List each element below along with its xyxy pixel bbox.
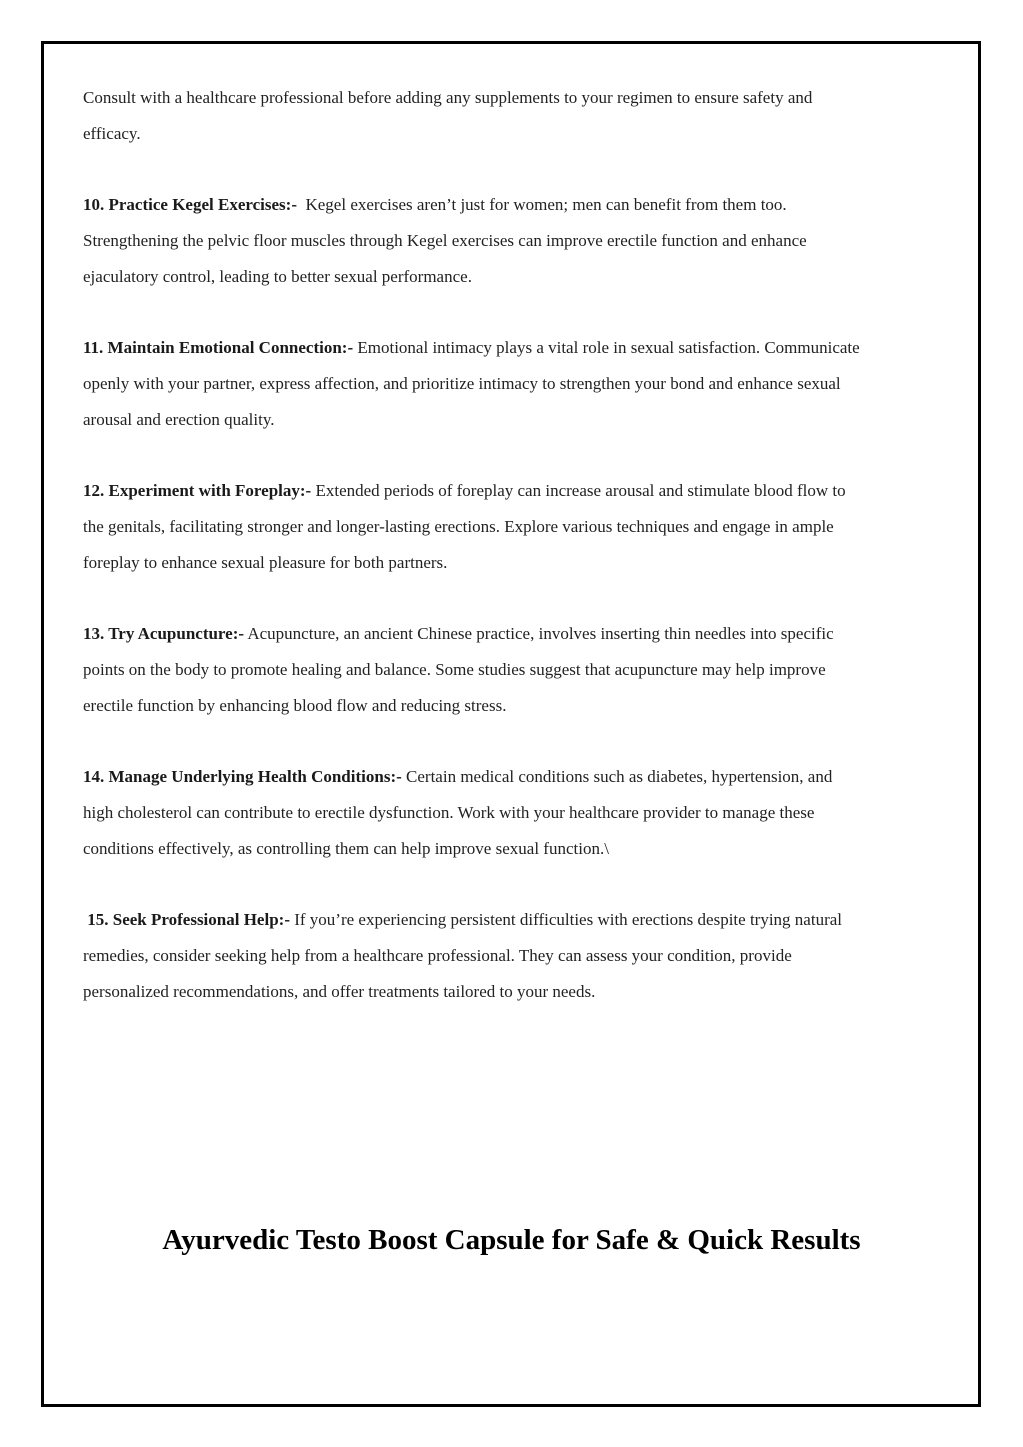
tip-10-body: Kegel exercises aren’t just for women; men can benefit from them too. Strengthening the pelvic floor muscles through Kegel exercises can improve erectile function and enhance ejaculatory control, leading to better sexual performance. [83, 195, 807, 286]
tip-15-body: If you’re experiencing persistent difficulties with erections despite trying natural remedies, consider seeking help from a healthcare professional. They can assess your condition, provide personalized recommendations, and offer treatments tailored to your needs. [83, 910, 842, 1001]
tip-12-paragraph [83, 473, 863, 581]
tip-15-title: 15. Seek Professional Help:- [87, 910, 290, 929]
tip-14-title: 14. Manage Underlying Health Conditions:- [83, 767, 402, 786]
tip-13-title: 13. Try Acupuncture:- [83, 624, 245, 643]
document-body [83, 80, 863, 1045]
tip-13-paragraph [83, 616, 863, 724]
tip-11-body: Emotional intimacy plays a vital role in sexual satisfaction. Communicate openly with your partner, express affection, and prioritize intimacy to strengthen your bond and enhance sexual arousal and erection quality. [83, 338, 860, 429]
tip-14-paragraph [83, 759, 863, 867]
tip-14-body: Certain medical conditions such as diabetes, hypertension, and high cholesterol can contribute to erectile dysfunction. Work with your healthcare provider to manage these conditions effectively, as controlling them can help improve sexual function.\ [83, 767, 833, 858]
tip-10-paragraph [83, 187, 863, 295]
intro-paragraph: Consult with a healthcare professional before adding any supplements to your regimen to ensure safety and efficacy. [83, 88, 813, 143]
tip-13-body: Acupuncture, an ancient Chinese practice, involves inserting thin needles into specific points on the body to promote healing and balance. Some studies suggest that acupuncture may help improve erectile function by enhancing blood flow and reducing stress. [83, 624, 834, 715]
tip-15-paragraph [83, 902, 863, 1010]
tip-12-body: Extended periods of foreplay can increase arousal and stimulate blood flow to the genitals, facilitating stronger and longer-lasting erections. Explore various techniques and engage in ample foreplay to enhance sexual pleasure for both partners. [83, 481, 846, 572]
product-heading: Ayurvedic Testo Boost Capsule for Safe & Quick Results [162, 1224, 861, 1256]
tip-11-title: 11. Maintain Emotional Connection:- [83, 338, 354, 357]
tip-10-title: 10. Practice Kegel Exercises:- [83, 195, 297, 214]
tip-11-paragraph [83, 330, 863, 438]
tip-12-title: 12. Experiment with Foreplay:- [83, 481, 312, 500]
